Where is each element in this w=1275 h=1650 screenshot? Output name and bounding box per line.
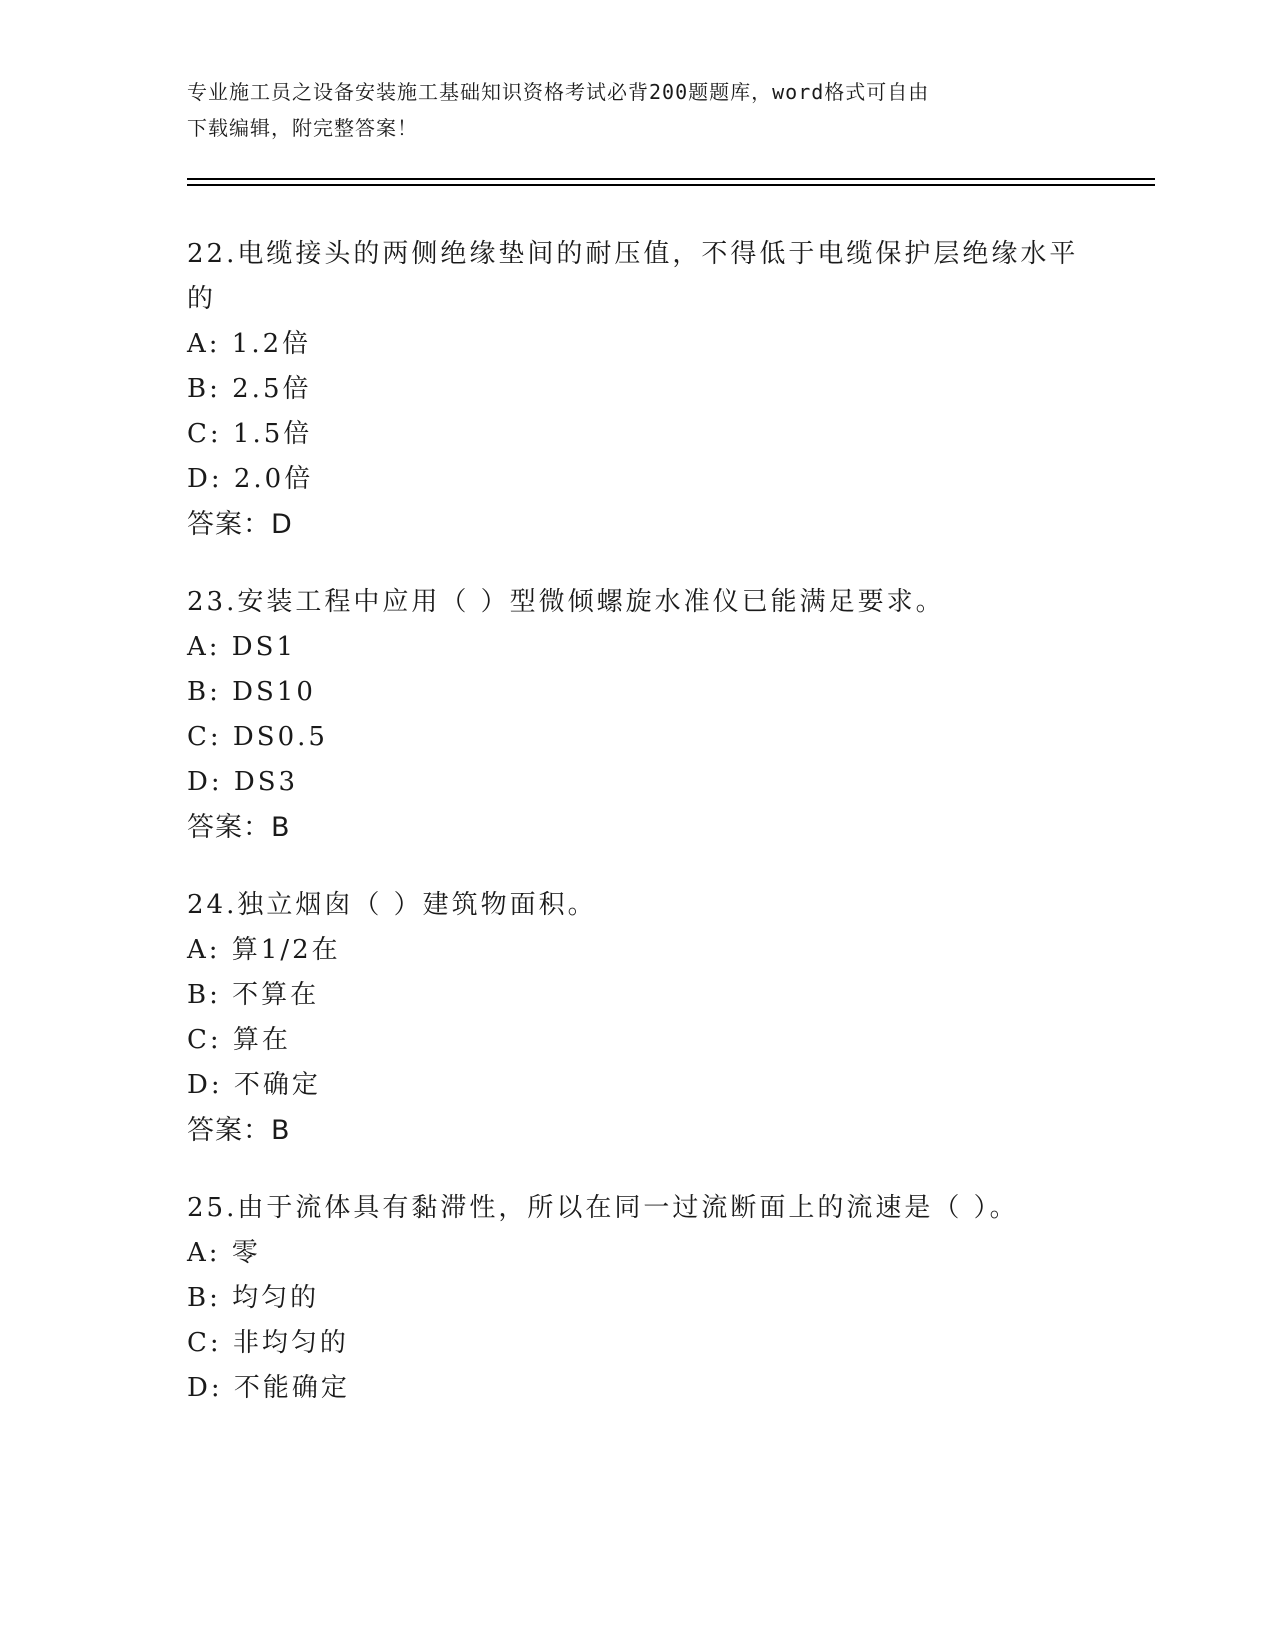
- question-stem: 24.独立烟囱（ ）建筑物面积。: [187, 890, 597, 920]
- question-22: [187, 232, 1087, 548]
- question-stem: 23.安装工程中应用（ ）型微倾螺旋水准仪已能满足要求。: [187, 587, 945, 617]
- answer-line: 答案：D: [187, 509, 293, 540]
- option-d: D: 不能确定: [187, 1373, 350, 1403]
- question-list: [187, 232, 1087, 1443]
- option-a: A: 算1/2在: [187, 935, 341, 965]
- option-c: C: 1.5倍: [187, 419, 313, 449]
- question-25: [187, 1186, 1087, 1411]
- option-c: C: 算在: [187, 1025, 291, 1055]
- option-a: A: 1.2倍: [187, 329, 312, 359]
- option-d: D: DS3: [187, 767, 299, 797]
- header-line-1: 专业施工员之设备安装施工基础知识资格考试必背200题题库，word格式可自由: [187, 80, 930, 104]
- option-c: C: DS0.5: [187, 722, 328, 752]
- option-d: D: 2.0倍: [187, 464, 314, 494]
- option-d: D: 不确定: [187, 1070, 321, 1100]
- option-a: A: DS1: [187, 632, 296, 662]
- option-c: C: 非均匀的: [187, 1328, 349, 1358]
- question-24: [187, 883, 1087, 1154]
- option-a: A: 零: [187, 1238, 261, 1268]
- option-b: B: DS10: [187, 677, 316, 707]
- option-b: B: 均匀的: [187, 1283, 320, 1313]
- header-line-2: 下载编辑，附完整答案！: [187, 116, 418, 140]
- answer-line: 答案：B: [187, 812, 291, 843]
- answer-line: 答案：B: [187, 1115, 291, 1146]
- header-rule-top: [187, 178, 1155, 180]
- option-b: B: 2.5倍: [187, 374, 312, 404]
- question-stem: 25.由于流体具有黏滞性，所以在同一过流断面上的流速是（ ）。: [187, 1193, 1019, 1223]
- option-b: B: 不算在: [187, 980, 320, 1010]
- document-header: [187, 74, 1077, 146]
- question-23: [187, 580, 1087, 851]
- header-rule-bottom: [187, 184, 1155, 186]
- question-stem-continued: 的: [187, 284, 217, 314]
- question-stem: 22.电缆接头的两侧绝缘垫间的耐压值，不得低于电缆保护层绝缘水平: [187, 239, 1079, 269]
